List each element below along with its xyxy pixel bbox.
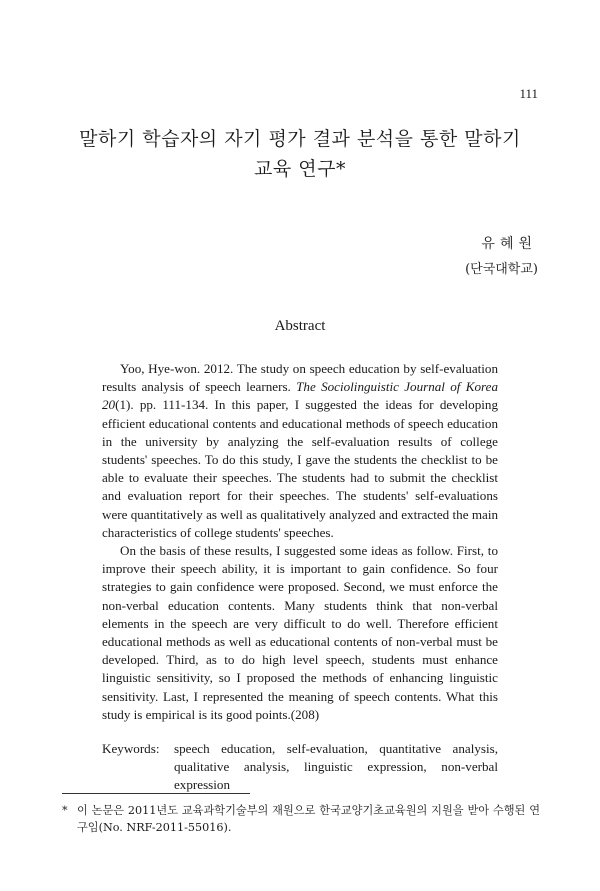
footnote-mark: * [62, 804, 68, 817]
journal-name: The Sociolinguistic Journal of Korea [296, 379, 498, 395]
author-name: 유혜원 [481, 236, 537, 252]
title-line-2: 교육 연구* [254, 158, 346, 180]
author-affiliation: (단국대학교) [465, 262, 538, 277]
page-number: 111 [519, 86, 538, 101]
paper-title [40, 124, 560, 184]
keywords-label: Keywords: [102, 741, 160, 756]
abstract-paragraph-2: On the basis of these results, I suggested some ideas as follow. First, to improve their speech ability, it is important to gain confidence. So four strategies to gain confidence were proposed. Second, we must enforce the non-verbal education contents. Many students think that non-verbal elements in the speech are very difficult to do well. Therefore efficient educational methods as well as educational contents of non-verbal must be developed. Third, as to do high level speech, students must enhance linguistic sensitivity, so I proposed the methods of enhancing linguistic sensitivity. Last, I represented the meaning of speech contents. What this study is empirical is its good points.(208) [102, 543, 498, 722]
citation-suffix: (1). pp. 111-134. In this paper, I suggested the ideas for developing efficient educational contents and educational methods of speech education in the university by analyzing the self-evaluation results of college students' speeches. To do this study, I gave the students the checklist to be able to evaluate their speeches. The students had to submit the checklist and evaluation report for their speeches. The students' self-evaluations were quantitatively as well as qualitatively analyzed and extracted the main characteristics of college students' speeches. [102, 397, 498, 540]
keywords [102, 740, 498, 795]
citation-prefix: Yoo, Hye-won. 2012. The study on speech education by self-evaluation results analysis of speech learners. [102, 361, 498, 395]
abstract-body [102, 360, 498, 724]
footnote [62, 802, 540, 836]
footnote-text: 이 논문은 2011년도 교육과학기술부의 재원으로 한국교양기초교육원의 지원을 받아 수행된 연구임(No. NRF-2011-55016). [77, 804, 540, 834]
journal-volume: 20 [102, 397, 116, 413]
abstract-paragraph-1 [102, 360, 498, 542]
abstract-heading: Abstract [274, 318, 326, 334]
keywords-list: speech education, self-evaluation, quantitative analysis, qualitative analysis, linguistic expression, non-verbal expression [174, 741, 498, 793]
footnote-divider [62, 793, 250, 794]
title-line-1: 말하기 학습자의 자기 평가 결과 분석을 통한 말하기 [79, 128, 521, 150]
